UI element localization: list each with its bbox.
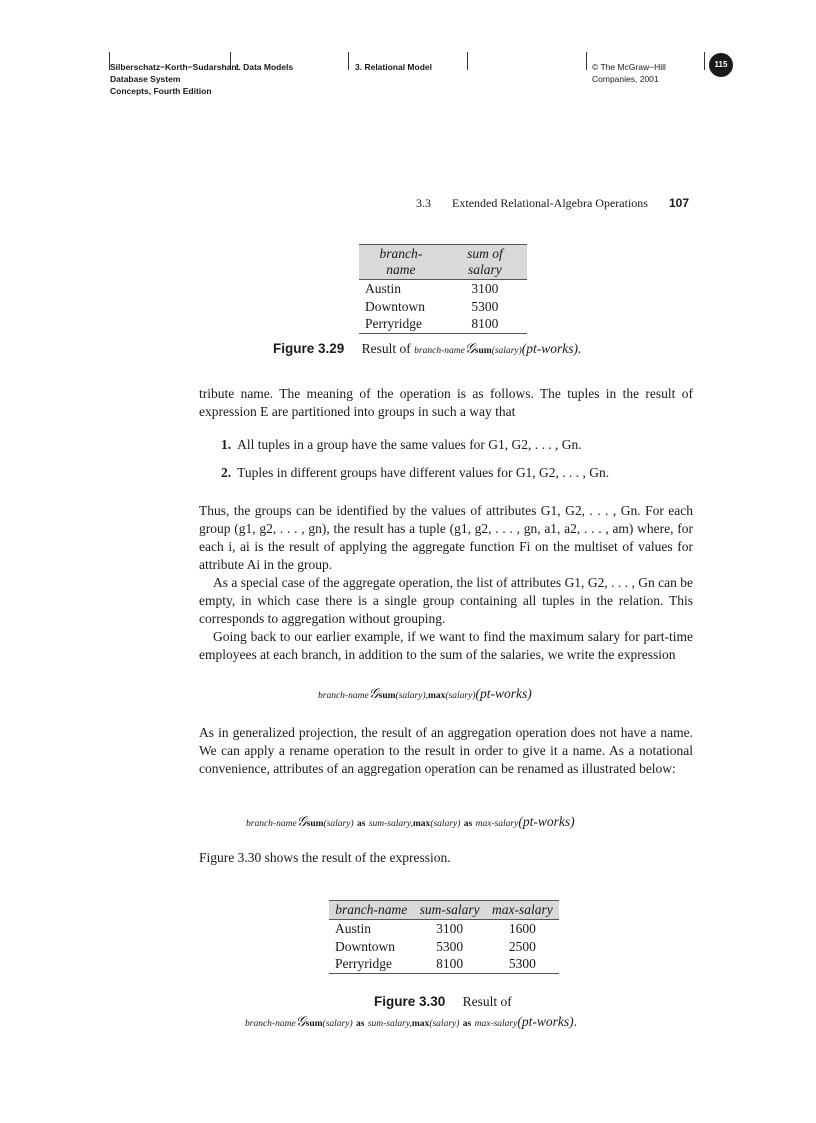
formula-aggregation-rename xyxy=(246,814,575,831)
list-item-number: 1. xyxy=(221,437,232,452)
figure-3-30-table xyxy=(329,900,559,974)
list-item-text: All tuples in a group have the same values for G1, G2, . . . , Gn. xyxy=(237,437,582,452)
aggregate-function: max xyxy=(412,819,431,829)
figure-3-30-caption xyxy=(374,994,512,1010)
table-cell: Austin xyxy=(365,281,402,296)
copyright-line: © The McGraw−Hill xyxy=(592,62,666,72)
aggregate-argument: (salary) xyxy=(429,1019,460,1029)
aggregate-symbol: 𝒢 xyxy=(295,1015,306,1030)
body-paragraph xyxy=(199,385,693,421)
rename-attribute: sum-salary, xyxy=(368,819,413,829)
table-cell: Perryridge xyxy=(329,955,413,973)
header-authors: Silberschatz−Korth−Sudarshan: xyxy=(110,62,240,72)
table-cell: Austin xyxy=(335,921,372,936)
table-cell: 5300 xyxy=(436,938,464,954)
header-part: I. Data Models xyxy=(236,62,294,72)
rename-attribute: sum-salary, xyxy=(367,1019,412,1029)
aggregate-function: sum xyxy=(378,691,396,701)
formula-subscript: branch-name xyxy=(245,1019,296,1029)
page-header xyxy=(0,52,816,112)
relation-name: (pt-works) xyxy=(475,686,532,701)
table-cell: 8100 xyxy=(413,955,485,973)
table-cell: 5300 xyxy=(471,298,499,314)
aggregate-function: max xyxy=(427,691,446,701)
table-row xyxy=(329,938,559,956)
paragraph-text: tribute name. The meaning of the operation is as follows. The tuples in the result of expression E are partitioned into groups in such a way that xyxy=(199,386,693,419)
rename-attribute: max-salary xyxy=(475,819,519,829)
aggregate-symbol: 𝒢 xyxy=(296,815,307,830)
body-text-block xyxy=(199,502,693,664)
figure-label: Figure 3.30 xyxy=(374,994,446,1009)
copyright-line: Companies, 2001 xyxy=(592,74,659,84)
rename-keyword: as xyxy=(355,1019,365,1029)
aggregate-argument: (salary) xyxy=(323,819,354,829)
body-paragraph xyxy=(199,849,693,867)
list-item-number: 2. xyxy=(221,465,232,480)
paragraph-text: As a special case of the aggregate operation, the list of attributes G1, G2, . . . , Gn can be empty, in which case there is a single group containing all tuples in the relation. This corresponds to aggregation without grouping. xyxy=(199,575,693,626)
header-book-info xyxy=(110,61,239,97)
aggregate-argument: (salary) xyxy=(430,819,461,829)
relation-name: (pt-works) xyxy=(518,814,575,829)
column-header: branch-name xyxy=(329,901,413,920)
aggregate-function: sum xyxy=(474,346,492,356)
header-rule xyxy=(467,52,468,70)
caption-subscript: branch-name xyxy=(414,346,465,356)
header-book-title: Database System xyxy=(110,74,181,84)
aggregate-argument: (salary), xyxy=(395,691,428,701)
table-cell: Downtown xyxy=(365,298,425,314)
table-row xyxy=(359,315,527,333)
caption-period: . xyxy=(573,1014,577,1029)
page-number-badge: 115 xyxy=(709,53,733,77)
formula-aggregation xyxy=(318,686,532,703)
column-header: sum-salary xyxy=(413,901,485,920)
table-cell: 3100 xyxy=(436,921,464,936)
table-cell: 8100 xyxy=(443,315,527,333)
header-rule xyxy=(704,52,705,70)
rename-attribute: max-salary xyxy=(474,1019,518,1029)
page-number: 107 xyxy=(668,196,689,210)
column-header: sum of salary xyxy=(443,245,527,280)
relation-name: (pt-works) xyxy=(517,1014,574,1029)
table-cell: Downtown xyxy=(335,938,395,954)
relation-name: (pt-works). xyxy=(521,341,582,356)
table-row xyxy=(359,298,527,316)
table-row xyxy=(359,280,527,298)
table-cell: Perryridge xyxy=(359,315,443,333)
table-header-row xyxy=(359,245,527,280)
body-paragraph xyxy=(199,724,693,778)
figure-label: Figure 3.29 xyxy=(273,341,345,356)
running-head xyxy=(416,196,689,211)
aggregate-argument: (salary) xyxy=(322,1019,353,1029)
list-item xyxy=(221,465,609,481)
aggregate-function: sum xyxy=(305,1019,323,1029)
table-header-row xyxy=(329,901,559,920)
rename-keyword: as xyxy=(356,819,366,829)
table-cell: 3100 xyxy=(471,281,499,296)
section-number: 3.3 xyxy=(416,196,432,210)
section-title: Extended Relational-Algebra Operations xyxy=(452,196,648,210)
paragraph-text: Figure 3.30 shows the result of the expression. xyxy=(199,850,451,865)
formula-subscript: branch-name xyxy=(318,691,369,701)
table-cell: 2500 xyxy=(508,938,536,954)
aggregate-argument: (salary) xyxy=(491,346,522,356)
column-header: max-salary xyxy=(486,901,559,920)
list-item xyxy=(221,437,582,453)
caption-text: Result of xyxy=(462,994,512,1009)
aggregate-symbol: 𝒢 xyxy=(464,342,475,357)
header-rule xyxy=(586,52,587,70)
paragraph-text: Thus, the groups can be identified by the values of attributes G1, G2, . . . , Gn. For each group (g1, g2, . . . , gn), the result has a tuple (g1, g2, . . . , gn, a1, a2, . . . , am) where, for each i, ai is the result of applying the aggregate function Fi on the multiset of values for attribute Ai in the group. xyxy=(199,503,693,572)
list-item-text: Tuples in different groups have different values for G1, G2, . . . , Gn. xyxy=(237,465,610,480)
aggregate-function: sum xyxy=(306,819,324,829)
table-cell: 1600 xyxy=(508,921,536,936)
caption-text: Result of xyxy=(361,341,411,356)
column-header: branch-name xyxy=(359,245,443,280)
aggregate-symbol: 𝒢 xyxy=(368,687,379,702)
header-chapter: 3. Relational Model xyxy=(355,62,432,72)
header-book-edition: Concepts, Fourth Edition xyxy=(110,86,212,96)
paragraph-text: Going back to our earlier example, if we want to find the maximum salary for part-time employees at each branch, in addition to the sum of the salaries, we write the expression xyxy=(199,629,693,662)
rename-keyword: as xyxy=(462,1019,472,1029)
aggregate-function: max xyxy=(411,1019,430,1029)
table-row xyxy=(329,920,559,938)
aggregate-argument: (salary) xyxy=(445,691,476,701)
caption-formula xyxy=(245,1014,577,1031)
figure-3-29-table xyxy=(359,244,527,334)
table-row xyxy=(329,955,559,973)
formula-subscript: branch-name xyxy=(246,819,297,829)
paragraph-text: As in generalized projection, the result of an aggregation operation does not have a name. We can apply a rename operation to the result in order to give it a name. As a notational convenience, attributes of an aggregation operation can be renamed as illustrated below: xyxy=(199,725,693,776)
figure-3-29-caption xyxy=(273,341,581,358)
header-rule xyxy=(348,52,349,70)
table-cell: 5300 xyxy=(486,955,559,973)
rename-keyword: as xyxy=(463,819,473,829)
header-copyright xyxy=(592,61,666,85)
